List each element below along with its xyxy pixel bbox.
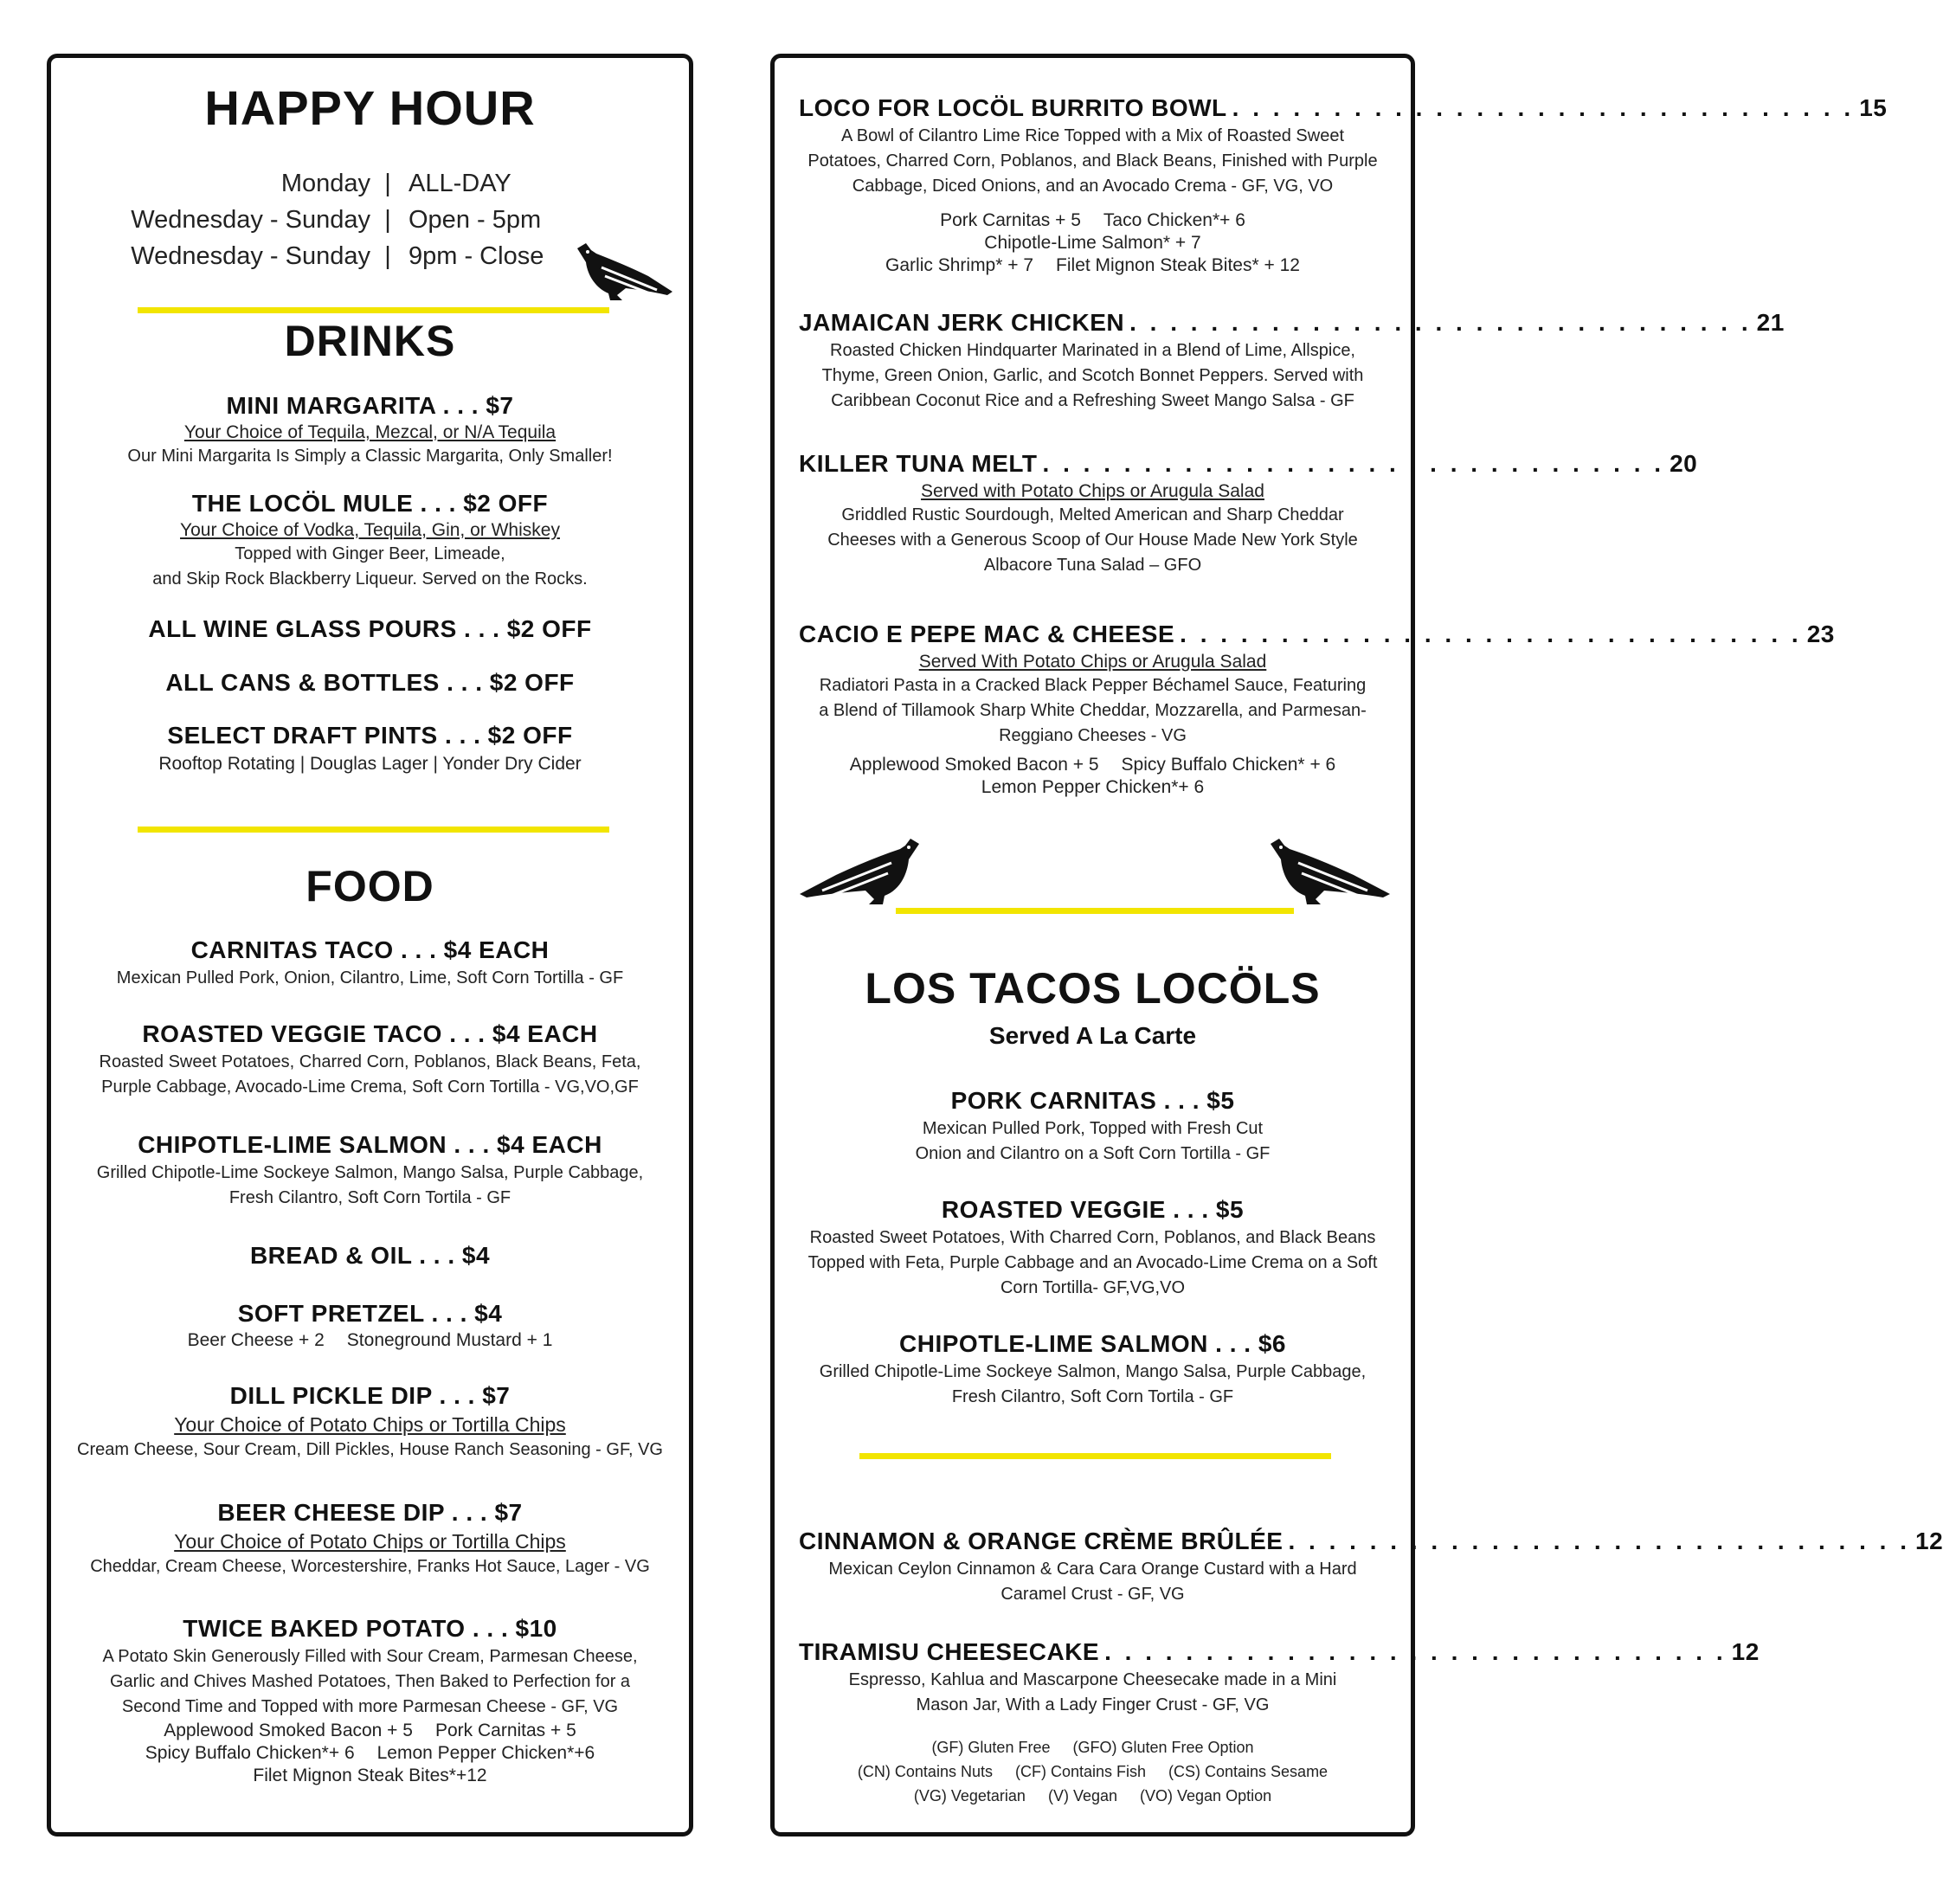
- left-menu-panel: [47, 54, 693, 1836]
- menu-item: [799, 93, 1888, 277]
- schedule-day: Monday: [280, 170, 370, 197]
- menu-item-choice: Served with Potato Chips or Arugula Salad: [921, 481, 1264, 501]
- menu-item: [775, 1085, 1411, 1167]
- menu-item-title: SOFT PRETZEL . . . $4: [237, 1300, 503, 1327]
- menu-item-title: ALL WINE GLASS POURS . . . $2 OFF: [148, 615, 592, 642]
- menu-item: [51, 667, 689, 698]
- schedule-day: Wednesday - Sunday: [131, 242, 370, 270]
- menu-item-description: Cheeses with a Generous Scoop of Our House Made New York Style: [827, 531, 1358, 550]
- menu-item-title: PORK CARNITAS . . . $5: [950, 1087, 1235, 1114]
- menu-item-description: Grilled Chipotle-Lime Sockeye Salmon, Mango Salsa, Purple Cabbage,: [96, 1163, 644, 1182]
- menu-item-description: Caribbean Coconut Rice and a Refreshing Sweet Mango Salsa - GF: [831, 391, 1354, 410]
- schedule-separator: |: [384, 206, 391, 234]
- menu-item: [799, 619, 1835, 799]
- menu-item-description: Griddled Rustic Sourdough, Melted American and Sharp Cheddar: [841, 505, 1344, 524]
- bird-logo-icon: [570, 241, 674, 311]
- schedule-time: Open - 5pm: [409, 206, 542, 234]
- menu-item-description: Roasted Sweet Potatoes, With Charred Corn, Poblanos, and Black Beans: [809, 1228, 1376, 1247]
- item-price: 15: [1859, 94, 1888, 121]
- menu-item-description: and Skip Rock Blackberry Liqueur. Served on the Rocks.: [152, 569, 588, 589]
- menu-item-addons: [799, 254, 1386, 277]
- item-price: 12: [1915, 1528, 1943, 1554]
- menu-item: [51, 614, 689, 645]
- addon: Applewood Smoked Bacon + 5: [849, 755, 1099, 775]
- schedule-row: [51, 165, 689, 202]
- dietary-legend: [775, 1735, 1411, 1808]
- menu-item-title: CARNITAS TACO . . . $4 EACH: [190, 936, 550, 963]
- tacos-title: LOS TACOS LOCÖLS: [865, 964, 1321, 1013]
- legend-row: [775, 1784, 1411, 1808]
- menu-item-description: Garlic and Chives Mashed Potatoes, Then Baked to Perfection for a: [109, 1672, 631, 1691]
- addon: Filet Mignon Steak Bites*+12: [253, 1766, 487, 1785]
- menu-item: [51, 1380, 689, 1463]
- menu-item-title: ALL CANS & BOTTLES . . . $2 OFF: [165, 669, 575, 696]
- menu-item-title: CHIPOTLE-LIME SALMON . . . $6: [899, 1330, 1286, 1357]
- menu-item-description: Cheddar, Cream Cheese, Worcestershire, Franks Hot Sauce, Lager - VG: [90, 1557, 650, 1576]
- addon: Filet Mignon Steak Bites* + 12: [1056, 255, 1300, 275]
- legend-entry: (CF) Contains Fish: [1014, 1763, 1146, 1780]
- right-menu-panel: [770, 54, 1943, 1836]
- menu-item-description: Rooftop Rotating | Douglas Lager | Yonder Dry Cider: [158, 754, 582, 774]
- menu-item-description: Radiatori Pasta in a Cracked Black Pepper Béchamel Sauce, Featuring: [819, 676, 1367, 695]
- menu-item-description: Corn Tortilla- GF,VG,VO: [1000, 1278, 1186, 1297]
- menu-item-description: Second Time and Topped with more Parmesan Cheese - GF, VG: [121, 1697, 619, 1716]
- addon: Spicy Buffalo Chicken* + 6: [1121, 755, 1336, 775]
- item-price: 21: [1756, 309, 1785, 336]
- item-name: CINNAMON & ORANGE CRÈME BRÛLÉE: [799, 1528, 1284, 1554]
- menu-item-description: Caramel Crust - GF, VG: [1000, 1585, 1185, 1604]
- menu-item: [51, 1240, 689, 1271]
- menu-item: [51, 1298, 689, 1352]
- item-price: 20: [1670, 450, 1698, 477]
- bird-logo-icon: [1264, 837, 1393, 915]
- addon: Taco Chicken*+ 6: [1103, 210, 1245, 230]
- menu-item-description: Reggiano Cheeses - VG: [999, 726, 1187, 745]
- menu-item-title: SELECT DRAFT PINTS . . . $2 OFF: [167, 722, 573, 749]
- menu-item-description: Mexican Pulled Pork, Topped with Fresh Cut: [922, 1119, 1264, 1138]
- menu-item-title: MINI MARGARITA . . . $7: [226, 392, 514, 419]
- menu-item-title: ROASTED VEGGIE TACO . . . $4 EACH: [142, 1020, 598, 1047]
- menu-item-description: Grilled Chipotle-Lime Sockeye Salmon, Mango Salsa, Purple Cabbage,: [819, 1362, 1367, 1381]
- yellow-divider: [138, 307, 609, 313]
- legend-entry: (GF) Gluten Free: [931, 1739, 1051, 1756]
- tacos-subtitle: Served A La Carte: [988, 1022, 1197, 1049]
- tacos-section-header: [775, 964, 1411, 1050]
- menu-item-choice: Your Choice of Tequila, Mezcal, or N/A Tequila: [183, 422, 557, 442]
- legend-entry: (CN) Contains Nuts: [857, 1763, 993, 1780]
- menu-item-title: DILL PICKLE DIP . . . $7: [229, 1382, 511, 1409]
- menu-item: [51, 1497, 689, 1579]
- menu-item-description: Onion and Cilantro on a Soft Corn Tortilla - GF: [915, 1144, 1271, 1163]
- addon: Garlic Shrimp* + 7: [885, 255, 1034, 275]
- menu-item-title: THE LOCÖL MULE . . . $2 OFF: [191, 490, 549, 517]
- menu-item-description: Mexican Ceylon Cinnamon & Cara Cara Orange Custard with a Hard: [828, 1560, 1357, 1579]
- menu-item-description: Roasted Chicken Hindquarter Marinated in a Blend of Lime, Allspice,: [830, 341, 1355, 360]
- addon: Chipotle-Lime Salmon* + 7: [984, 233, 1201, 253]
- item-price: 23: [1806, 621, 1835, 647]
- menu-item: [775, 1194, 1411, 1301]
- menu-item-choice: Your Choice of Potato Chips or Tortilla Chips: [174, 1413, 566, 1436]
- yellow-divider: [859, 1453, 1331, 1459]
- menu-item-choice: Served With Potato Chips or Arugula Salad: [918, 652, 1267, 672]
- item-price: 12: [1731, 1638, 1760, 1665]
- yellow-divider: [138, 827, 609, 833]
- menu-item-title: CACIO E PEPE MAC & CHEESE . . . . . . . . . . . . . . . . . . . . . . . . . . . . . . . 23: [799, 619, 1386, 650]
- addon: Beer Cheese + 2: [187, 1330, 325, 1350]
- menu-item-title: TIRAMISU CHEESECAKE . . . . . . . . . . . . . . . . . . . . . . . . . . . . . . . 12: [799, 1637, 1386, 1668]
- legend-entry: (V) Vegan: [1047, 1787, 1118, 1804]
- menu-item-title: JAMAICAN JERK CHICKEN . . . . . . . . . . . . . . . . . . . . . . . . . . . . . . . 21: [799, 307, 1386, 338]
- addon: Applewood Smoked Bacon + 5: [164, 1721, 413, 1740]
- schedule-row: [51, 202, 689, 238]
- schedule-time: ALL-DAY: [409, 170, 511, 197]
- addon: Stoneground Mustard + 1: [346, 1330, 553, 1350]
- legend-entry: (VG) Vegetarian: [913, 1787, 1026, 1804]
- menu-item-addons: [799, 232, 1386, 254]
- menu-item-title: BEER CHEESE DIP . . . $7: [217, 1499, 523, 1526]
- menu-item-title: CINNAMON & ORANGE CRÈME BRÛLÉE . . . . . . . . . . . . . . . . . . . . . . . . . . . . . . . 12: [799, 1526, 1386, 1557]
- legend-entry: (GFO) Gluten Free Option: [1072, 1739, 1254, 1756]
- item-name: TIRAMISU CHEESECAKE: [799, 1638, 1100, 1665]
- menu-item: [51, 1019, 689, 1100]
- menu-item-description: A Potato Skin Generously Filled with Sour Cream, Parmesan Cheese,: [102, 1647, 638, 1666]
- schedule-separator: |: [384, 242, 391, 270]
- menu-item: [799, 1526, 1943, 1607]
- menu-item-description: Thyme, Green Onion, Garlic, and Scotch Bonnet Peppers. Served with: [821, 366, 1364, 385]
- menu-item-addons: [51, 1765, 689, 1787]
- menu-item-description: Roasted Sweet Potatoes, Charred Corn, Poblanos, Black Beans, Feta,: [99, 1052, 641, 1071]
- legend-entry: (VO) Vegan Option: [1140, 1787, 1272, 1804]
- menu-item: [51, 720, 689, 776]
- menu-item-addons: [51, 1329, 689, 1352]
- menu-item-description: Cabbage, Diced Onions, and an Avocado Crema - GF, VG, VO: [852, 177, 1334, 196]
- menu-item-description: Mason Jar, With a Lady Finger Crust - GF, VG: [916, 1695, 1270, 1714]
- menu-item: [51, 390, 689, 469]
- menu-item: [51, 1129, 689, 1211]
- menu-item-description: Fresh Cilantro, Soft Corn Tortila - GF: [951, 1387, 1234, 1406]
- menu-item-description: Topped with Ginger Beer, Limeade,: [235, 544, 505, 563]
- menu-item-description: A Bowl of Cilantro Lime Rice Topped with a Mix of Roasted Sweet: [840, 126, 1345, 145]
- addon: Pork Carnitas + 5: [940, 210, 1081, 230]
- addon: Spicy Buffalo Chicken*+ 6: [145, 1743, 355, 1763]
- menu-item-description: Espresso, Kahlua and Mascarpone Cheesecake made in a Mini: [848, 1670, 1337, 1689]
- legend-entry: (CS) Contains Sesame: [1168, 1763, 1329, 1780]
- legend-row: [775, 1759, 1411, 1784]
- menu-item-title: KILLER TUNA MELT . . . . . . . . . . . . . . . . . . . . . . . . . . . . . . . 20: [799, 448, 1386, 479]
- addon: Lemon Pepper Chicken*+6: [376, 1743, 595, 1763]
- menu-item: [799, 307, 1785, 414]
- schedule-time: 9pm - Close: [409, 242, 544, 270]
- menu-item: [775, 1328, 1411, 1410]
- menu-item-description: a Blend of Tillamook Sharp White Cheddar, Mozzarella, and Parmesan-: [819, 701, 1367, 720]
- happy-hour-section: [51, 80, 689, 135]
- menu-item-description: Purple Cabbage, Avocado-Lime Crema, Soft Corn Tortilla - VG,VO,GF: [101, 1077, 639, 1097]
- item-name: CACIO E PEPE MAC & CHEESE: [799, 621, 1175, 647]
- drinks-title: DRINKS: [284, 317, 456, 365]
- legend-row: [775, 1735, 1411, 1759]
- menu-item-description: Cream Cheese, Sour Cream, Dill Pickles, House Ranch Seasoning - GF, VG: [77, 1440, 663, 1459]
- menu-item: [799, 448, 1698, 578]
- menu-item: [799, 1637, 1760, 1718]
- menu-item: [51, 935, 689, 991]
- menu-item-title: BREAD & OIL . . . $4: [249, 1242, 491, 1269]
- menu-item-title: LOCO FOR LOCÖL BURRITO BOWL . . . . . . . . . . . . . . . . . . . . . . . . . . . . . . . 15: [799, 93, 1386, 124]
- menu-item-title: ROASTED VEGGIE . . . $5: [941, 1196, 1245, 1223]
- addon: Lemon Pepper Chicken*+ 6: [981, 777, 1205, 797]
- menu-item-description: Potatoes, Charred Corn, Poblanos, and Black Beans, Finished with Purple: [807, 151, 1378, 170]
- schedule-day: Wednesday - Sunday: [131, 206, 370, 234]
- menu-item-description: Our Mini Margarita Is Simply a Classic Margarita, Only Smaller!: [127, 447, 613, 466]
- addon: Pork Carnitas + 5: [434, 1721, 576, 1740]
- bird-logo-icon: [796, 837, 926, 915]
- item-name: JAMAICAN JERK CHICKEN: [799, 309, 1125, 336]
- menu-item-description: Fresh Cilantro, Soft Corn Tortila - GF: [228, 1188, 511, 1207]
- menu-item-addons: [51, 1720, 689, 1742]
- menu-item-description: Albacore Tuna Salad – GFO: [983, 556, 1202, 575]
- menu-item: [51, 1613, 689, 1787]
- menu-item-choice: Your Choice of Potato Chips or Tortilla Chips: [174, 1530, 566, 1553]
- menu-item-addons: [799, 754, 1386, 776]
- item-name: KILLER TUNA MELT: [799, 450, 1038, 477]
- menu-item: [51, 488, 689, 592]
- menu-item-choice: Your Choice of Vodka, Tequila, Gin, or Whiskey: [180, 520, 560, 540]
- menu-item-addons: [51, 1742, 689, 1765]
- yellow-divider: [896, 908, 1294, 914]
- menu-item-title: CHIPOTLE-LIME SALMON . . . $4 EACH: [138, 1131, 602, 1158]
- menu-item-addons: [799, 776, 1386, 799]
- menu-item-description: Topped with Feta, Purple Cabbage and an Avocado-Lime Crema on a Soft: [807, 1253, 1378, 1272]
- menu-item-description: Mexican Pulled Pork, Onion, Cilantro, Lime, Soft Corn Tortilla - GF: [116, 968, 624, 987]
- menu-item-addons: [799, 209, 1386, 232]
- schedule-separator: |: [384, 170, 391, 197]
- happy-hour-title: HAPPY HOUR: [204, 80, 536, 135]
- menu-item-title: TWICE BAKED POTATO . . . $10: [183, 1615, 557, 1642]
- food-title: FOOD: [306, 862, 434, 910]
- item-name: LOCO FOR LOCÖL BURRITO BOWL: [799, 94, 1227, 121]
